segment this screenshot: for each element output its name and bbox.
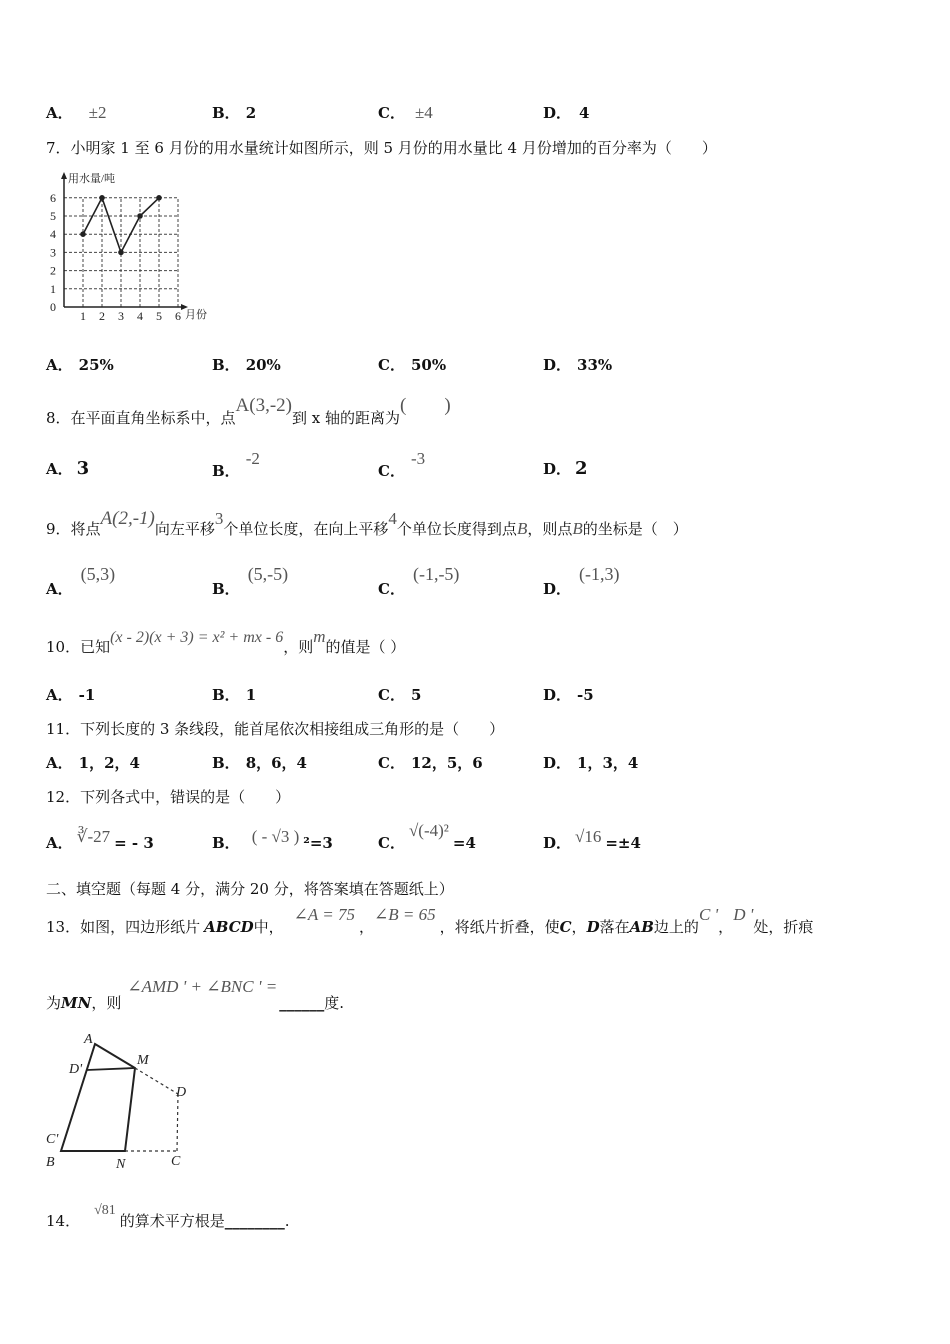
q12-text: 12．下列各式中，错误的是（ ）: [46, 788, 291, 806]
q12-option-a: A． ∛-27 = - 3: [46, 827, 154, 852]
figure-dashed-dc: [177, 1094, 178, 1151]
q10-stem: 10．已知(x - 2)(x + 3) = x² + mx - 6，则m的值是（ ）: [46, 627, 406, 656]
q12-option-d: D． √16 =±4: [543, 827, 641, 852]
q11-option-b: B． 8，6，4: [212, 754, 307, 772]
data-point: [118, 250, 124, 256]
q7-chart: [44, 170, 224, 322]
data-point: [137, 213, 143, 219]
q10-option-d: D． -5: [543, 686, 594, 704]
figure-dashed-md: [135, 1068, 178, 1094]
chart-ylabel: 用水量/吨: [68, 173, 116, 185]
x-tick-label: 3: [118, 309, 124, 322]
q10-option-b: B． 1: [212, 686, 257, 704]
figure-label-b: B: [46, 1155, 55, 1170]
figure-label-d: D: [176, 1085, 187, 1100]
q6-option-a: A． ±2: [46, 103, 107, 122]
q11-text: 11．下列长度的 3 条线段，能首尾依次相接组成三角形的是（ ）: [46, 720, 505, 738]
y-tick-label: 5: [50, 209, 56, 223]
q6-option-c: C． ±4: [378, 103, 433, 122]
q7-option-c: C． 50%: [378, 356, 447, 374]
q10-option-a: A． -1: [46, 686, 96, 704]
y-tick-label: 4: [50, 227, 56, 242]
x-tick-label: 1: [80, 309, 86, 322]
q8-option-c: C．-3: [378, 449, 426, 480]
data-point: [99, 195, 105, 201]
figure-label-a: A: [84, 1032, 93, 1047]
y-tick-label: 1: [50, 281, 56, 296]
q9-option-c: C．(-1,-5): [378, 564, 460, 598]
q7-option-a: A． 25%: [46, 356, 114, 374]
q8-option-d: D． 2: [543, 458, 588, 479]
q13-figure: [40, 1028, 210, 1178]
q6-option-d: D． 4: [543, 104, 590, 122]
q13-line2: 为MN，则∠AMD ' + ∠BNC ' =______度.: [46, 977, 344, 1012]
figure-label-c: C: [171, 1154, 181, 1169]
q8-option-a: A． 3: [46, 458, 90, 479]
x-tick-label: 5: [156, 309, 162, 322]
q10-option-c: C． 5: [378, 686, 422, 704]
q13-line1: 13．如图，四边形纸片 ABCD中，∠A = 75，∠B = 65，将纸片折叠，使C，D落在AB边上的C '，D '处，折痕: [46, 905, 814, 936]
q12-option-c: C．√(-4)²=4: [378, 821, 476, 852]
q9-option-d: D．(-1,3): [543, 564, 620, 598]
figure-label-cprime: C': [46, 1132, 59, 1147]
x-tick-label: 4: [137, 309, 143, 322]
q8-stem: 8．在平面直角坐标系中，点A(3,-2)到 x 轴的距离为( ): [46, 395, 451, 427]
figure-quadrilateral: [61, 1044, 135, 1151]
y-tick-label: 0: [50, 300, 56, 314]
y-tick-label: 6: [50, 190, 56, 205]
q9-option-b: B．(5,-5): [212, 564, 289, 598]
q14-stem: 14．√81的算术平方根是________.: [46, 1203, 290, 1230]
y-axis-arrow: [61, 172, 67, 179]
section2-title: 二、填空题（每题 4 分，满分 20 分，将答案填在答题纸上）: [46, 880, 454, 898]
y-tick-label: 2: [50, 263, 56, 278]
y-tick-label: 3: [50, 245, 56, 260]
figure-label-m: M: [137, 1053, 149, 1068]
q9-stem: 9．将点A(2,-1)向左平移3个单位长度，在向上平移4个单位长度得到点B，则点B的坐标是（ ）: [46, 508, 688, 538]
chart-xlabel: 月份: [185, 309, 207, 321]
q7-text: 7．小明家 1 至 6 月份的用水量统计如图所示，则 5 月份的用水量比 4 月份增加的百分率为（ ）: [46, 139, 717, 157]
figure-segment-dm: [87, 1068, 135, 1070]
q11-option-d: D． 1，3，4: [543, 754, 639, 772]
q6-option-b: B． 2: [212, 104, 257, 122]
q7-option-b: B． 20%: [212, 356, 281, 374]
figure-label-n: N: [116, 1157, 126, 1172]
q12-option-b: B． ( - √3 ) ²=3: [212, 827, 333, 852]
x-tick-label: 2: [99, 309, 105, 322]
x-tick-label: 6: [175, 309, 181, 322]
data-point: [156, 195, 162, 201]
q11-option-c: C． 12，5，6: [378, 754, 483, 772]
q8-option-b: B．-2: [212, 449, 260, 480]
q9-option-a: A．(5,3): [46, 564, 116, 598]
q14-blank: ________: [224, 1212, 285, 1230]
q7-option-d: D． 33%: [543, 356, 613, 374]
q11-option-a: A． 1，2，4: [46, 754, 140, 772]
q13-blank: ______: [279, 994, 325, 1012]
figure-label-dprime: D': [69, 1062, 83, 1077]
data-point: [80, 231, 86, 237]
